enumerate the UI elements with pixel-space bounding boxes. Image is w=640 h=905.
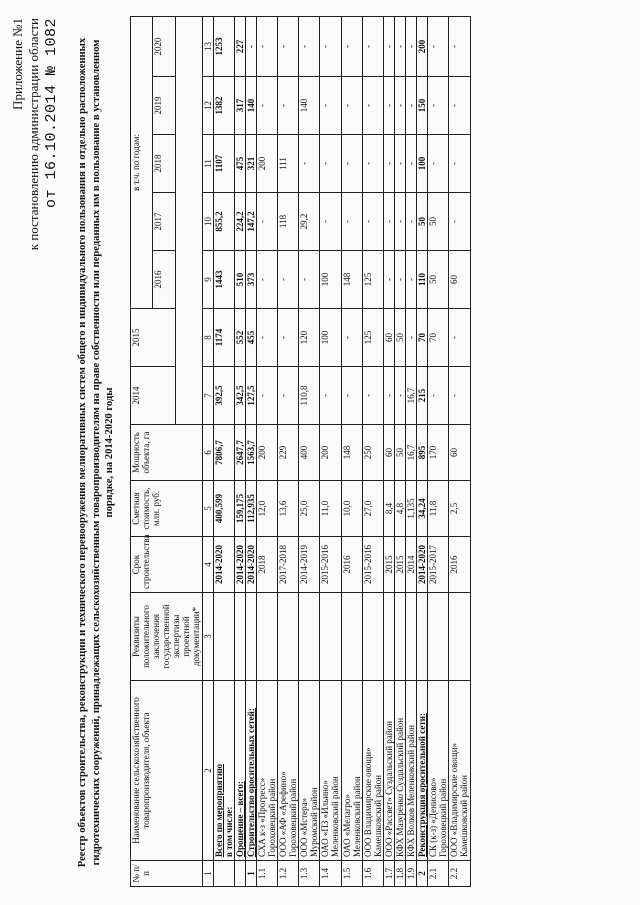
document-title: Реестр объектов строительства, реконструкции и технического перевооружения мелиоративных систем общего и индивидуального пользования и отдельно расположенных гидротехнических сооружений, принадлежащих сельскохозяйственным товаропроизводителям на праве собственности или переданных им в пользование в установленном порядке, на 2014-2020 годы	[77, 37, 116, 868]
row-year-value: 1174	[213, 309, 234, 367]
row-name-cell	[362, 681, 383, 861]
row-year-value: -	[256, 193, 277, 251]
colnum: 9	[202, 251, 213, 309]
row-year-value: 120	[299, 309, 320, 367]
row-name-cell	[341, 681, 362, 861]
table-row	[428, 16, 449, 886]
row-details	[320, 593, 341, 681]
row-year-value: 70	[417, 309, 428, 367]
header-year-2020: 2020	[153, 16, 175, 76]
row-year-value: -	[383, 251, 394, 309]
header-year-2014: 2014	[131, 367, 176, 425]
header-capacity: Мощность объекта, га	[131, 425, 203, 481]
row-name: Всего по мероприятию	[213, 763, 224, 857]
row-year-value: -	[299, 251, 320, 309]
colnum: 2	[202, 681, 213, 861]
header-year-2019: 2019	[153, 77, 175, 135]
header-name: Наименование сельскохозяйственного товаропроизводителя, объекта	[131, 681, 203, 861]
row-name: ОАО «Мелагро»	[341, 794, 352, 857]
row-year-value: -	[362, 193, 383, 251]
row-year-value: 475	[234, 135, 245, 193]
header-year-2016: 2016	[153, 251, 175, 309]
row-year-value: 127,5	[245, 367, 256, 425]
row-year-value: -	[362, 367, 383, 425]
row-name-cell	[234, 681, 245, 861]
row-name: ОАО «ПЗ «Ильино»	[320, 780, 331, 857]
header-num: № п/п	[131, 861, 203, 887]
row-year-value: -	[428, 16, 449, 76]
row-details	[362, 593, 383, 681]
row-year-value: -	[383, 135, 394, 193]
row-year-value: 70	[428, 309, 449, 367]
row-year-value: 16,7	[406, 367, 417, 425]
decree-date-number: от 16.10.2014 № 1082	[42, 18, 60, 209]
row-term: 2016	[449, 537, 470, 593]
row-name: ООО «АФ «Арефино»	[278, 771, 289, 857]
row-year-value: 215	[417, 367, 428, 425]
row-capacity: 200	[320, 425, 341, 481]
colnum: 7	[202, 367, 213, 425]
row-year-value: 140	[245, 77, 256, 135]
row-year-value: -	[383, 193, 394, 251]
table-row	[406, 16, 417, 886]
table-row	[449, 16, 470, 886]
row-subtitle: Гороховецкий район	[288, 778, 299, 857]
row-year-value: 110,8	[299, 367, 320, 425]
colnum: 8	[202, 309, 213, 367]
row-number: 1.7	[383, 861, 394, 887]
row-number: 1.6	[362, 861, 383, 887]
row-name: ООО «Владимирские овощи»	[449, 742, 460, 857]
row-year-value: -	[256, 251, 277, 309]
row-name: Орошение – всего:	[234, 781, 245, 857]
row-year-value: -	[341, 77, 362, 135]
row-year-value: -	[383, 367, 394, 425]
row-year-value: 60	[383, 309, 394, 367]
row-term: 2017-2018	[278, 537, 299, 593]
colnum: 11	[202, 135, 213, 193]
row-term: 2014	[406, 537, 417, 593]
row-capacity: 2647,7	[234, 425, 245, 481]
table-row	[417, 16, 428, 886]
row-year-value: -	[256, 367, 277, 425]
row-subtitle: Камешковский район	[459, 775, 470, 857]
row-details	[406, 593, 417, 681]
row-year-value: -	[256, 309, 277, 367]
row-number: 2.2	[449, 861, 470, 887]
table-row	[213, 16, 234, 886]
row-name-cell	[278, 681, 299, 861]
row-year-value: -	[428, 367, 449, 425]
colnum: 3	[202, 593, 213, 681]
row-year-value: 50	[428, 193, 449, 251]
row-cost: 8,4	[383, 481, 394, 537]
row-details	[394, 593, 405, 681]
row-year-value: 200	[417, 16, 428, 76]
row-details	[245, 593, 256, 681]
row-year-value: -	[278, 251, 299, 309]
row-year-value: -	[406, 135, 417, 193]
row-year-value: -	[245, 16, 256, 76]
colnum: 1	[202, 861, 213, 887]
row-year-value: 118	[278, 193, 299, 251]
row-year-value: 111	[278, 135, 299, 193]
row-year-value: 373	[245, 251, 256, 309]
row-year-value: 342,5	[234, 367, 245, 425]
row-capacity: 895	[417, 425, 428, 481]
row-number: 1.2	[278, 861, 299, 887]
appendix-block	[10, 18, 61, 250]
row-year-value: 1253	[213, 16, 234, 76]
header-details: Реквизиты положительного заключения государственной экспертизы проектной документации*	[131, 593, 203, 681]
row-capacity: 1563,7	[245, 425, 256, 481]
row-details	[428, 593, 449, 681]
row-cost: 400,599	[213, 481, 234, 537]
header-cost: Сметная стоимость, млн. руб.	[131, 481, 203, 537]
colnum: 5	[202, 481, 213, 537]
row-year-value: -	[406, 16, 417, 76]
row-name: Строительство оросительных сетей:	[245, 708, 256, 857]
row-term: 2014-2020	[417, 537, 428, 593]
register-body	[202, 16, 470, 886]
row-term: 2018	[256, 537, 277, 593]
row-name-cell	[320, 681, 341, 861]
row-name: СХА к-з «Прогресс»	[256, 777, 267, 857]
row-details	[341, 593, 362, 681]
row-cost: 4,8	[394, 481, 405, 537]
row-name: КФХ Волков Меленковский район	[406, 725, 417, 857]
row-year-value: -	[394, 193, 405, 251]
row-year-value: -	[341, 309, 362, 367]
row-year-value: 1443	[213, 251, 234, 309]
row-term: 2015-2017	[428, 537, 449, 593]
row-capacity: 250	[362, 425, 383, 481]
row-details	[383, 593, 394, 681]
header-spacer	[175, 16, 202, 424]
row-term: 2015	[394, 537, 405, 593]
row-year-value: -	[320, 367, 341, 425]
row-capacity: 148	[341, 425, 362, 481]
row-year-value: -	[406, 309, 417, 367]
row-year-value: 140	[299, 77, 320, 135]
row-year-value: -	[362, 135, 383, 193]
row-name-cell	[299, 681, 320, 861]
row-details	[417, 593, 428, 681]
row-term: 2014-2020	[245, 537, 256, 593]
header-in-total: в т.ч. по годам:	[131, 16, 153, 308]
row-year-value: -	[320, 135, 341, 193]
row-term: 2014-2019	[299, 537, 320, 593]
row-capacity: 16,7	[406, 425, 417, 481]
row-term: 2014-2020	[234, 537, 245, 593]
row-name-cell	[394, 681, 405, 861]
row-name: ООО «Рассвет» Суздальский район	[383, 721, 394, 857]
row-details	[213, 593, 234, 681]
colnum: 10	[202, 193, 213, 251]
row-details	[278, 593, 299, 681]
row-details	[234, 593, 245, 681]
row-year-value: -	[341, 135, 362, 193]
row-subtitle: Меленковский район	[351, 776, 362, 857]
row-cost: 34,24	[417, 481, 428, 537]
row-year-value: 125	[362, 251, 383, 309]
row-year-value: 100	[320, 251, 341, 309]
row-year-value: 100	[417, 135, 428, 193]
table-row	[299, 16, 320, 886]
row-name: Реконструкция оросительной сети:	[417, 713, 428, 857]
row-number: 1.9	[406, 861, 417, 887]
row-name: ООО Владимирские овощи»	[362, 747, 373, 857]
row-name: КФХ Мазуренко Суздальский район	[394, 717, 405, 857]
row-number: 1.8	[394, 861, 405, 887]
table-row	[234, 16, 245, 886]
header-year-2018: 2018	[153, 135, 175, 193]
row-year-value: 125	[362, 309, 383, 367]
row-year-value: -	[406, 251, 417, 309]
row-cost: 13,6	[278, 481, 299, 537]
row-year-value: -	[299, 135, 320, 193]
row-number: 1.1	[256, 861, 277, 887]
header-year-2017: 2017	[153, 193, 175, 251]
row-year-value: 110	[417, 251, 428, 309]
row-subtitle: Гороховецкий район	[438, 778, 449, 857]
row-capacity: 7806,7	[213, 425, 234, 481]
row-subtitle: Муромский район	[309, 787, 320, 857]
column-numbers-row	[202, 16, 213, 886]
appendix-reference: к постановлению администрации области	[26, 18, 42, 251]
row-year-value: -	[341, 193, 362, 251]
row-year-value: -	[320, 16, 341, 76]
row-year-value: -	[278, 16, 299, 76]
row-year-value: -	[394, 16, 405, 76]
row-year-value: 147,2	[245, 193, 256, 251]
row-year-value: -	[383, 16, 394, 76]
table-row	[320, 16, 341, 886]
row-name-cell	[213, 681, 234, 861]
row-year-value: -	[362, 16, 383, 76]
row-number	[234, 861, 245, 887]
row-name-cell	[245, 681, 256, 861]
header-term: Срок строительства	[131, 537, 203, 593]
row-name-cell	[406, 681, 417, 861]
row-capacity: 60	[383, 425, 394, 481]
row-number: 1.5	[341, 861, 362, 887]
row-year-value: -	[428, 77, 449, 135]
table-row	[278, 16, 299, 886]
row-year-value: -	[394, 251, 405, 309]
row-year-value: -	[428, 135, 449, 193]
row-year-value: -	[449, 16, 470, 76]
row-year-value: 552	[234, 309, 245, 367]
row-details	[256, 593, 277, 681]
row-details	[449, 593, 470, 681]
row-year-value: -	[394, 135, 405, 193]
row-year-value: -	[256, 16, 277, 76]
row-year-value: 227	[234, 16, 245, 76]
row-capacity: 60	[449, 425, 470, 481]
row-name-cell	[417, 681, 428, 861]
row-year-value: 317	[234, 77, 245, 135]
row-number: 2	[417, 861, 428, 887]
row-number	[213, 861, 234, 887]
row-year-value: -	[278, 309, 299, 367]
row-name: ООО «Мстера»	[299, 797, 310, 857]
row-year-value: 392,5	[213, 367, 234, 425]
row-cost: 25,0	[299, 481, 320, 537]
row-year-value: 100	[320, 309, 341, 367]
row-year-value: -	[449, 135, 470, 193]
row-year-value: -	[449, 193, 470, 251]
row-year-value: -	[341, 16, 362, 76]
row-year-value: -	[449, 309, 470, 367]
row-name: СК (к-з) «Денисово»	[428, 777, 439, 857]
row-cost: 11,0	[320, 481, 341, 537]
row-year-value: -	[299, 16, 320, 76]
register-table	[130, 16, 471, 887]
row-year-value: 200	[256, 135, 277, 193]
table-row	[362, 16, 383, 886]
row-year-value: 855,2	[213, 193, 234, 251]
row-cost: 159,175	[234, 481, 245, 537]
row-name-cell	[256, 681, 277, 861]
colnum: 6	[202, 425, 213, 481]
row-year-value: 321	[245, 135, 256, 193]
row-details	[299, 593, 320, 681]
row-year-value: -	[406, 77, 417, 135]
row-year-value: -	[278, 367, 299, 425]
row-term: 2015-2016	[320, 537, 341, 593]
row-cost: 12,0	[256, 481, 277, 537]
row-name-cell	[449, 681, 470, 861]
row-year-value: -	[406, 193, 417, 251]
row-subtitle: Гороховецкий район	[267, 778, 278, 857]
row-capacity: 170	[428, 425, 449, 481]
table-row	[383, 16, 394, 886]
row-subtitle: в том числе:	[223, 806, 234, 857]
row-year-value: 1107	[213, 135, 234, 193]
table-row	[256, 16, 277, 886]
row-name-cell	[383, 681, 394, 861]
row-year-value: 148	[341, 251, 362, 309]
row-cost: 10,0	[341, 481, 362, 537]
row-year-value: -	[383, 77, 394, 135]
row-name-cell	[428, 681, 449, 861]
table-row	[245, 16, 256, 886]
appendix-number: Приложение №1	[10, 18, 25, 110]
row-year-value: 50	[417, 193, 428, 251]
row-term: 2014-2020	[213, 537, 234, 593]
row-cost: 2,5	[449, 481, 470, 537]
row-year-value: 510	[234, 251, 245, 309]
row-number: 2.1	[428, 861, 449, 887]
row-cost: 112,935	[245, 481, 256, 537]
row-year-value: -	[341, 367, 362, 425]
row-term: 2015-2016	[362, 537, 383, 593]
row-year-value: -	[256, 77, 277, 135]
row-number: 1.4	[320, 861, 341, 887]
row-capacity: 400	[299, 425, 320, 481]
row-year-value: -	[449, 367, 470, 425]
row-number: 1	[245, 861, 256, 887]
row-cost: 27,0	[362, 481, 383, 537]
row-year-value: -	[320, 77, 341, 135]
row-subtitle: Камешковский район	[372, 775, 383, 857]
table-row	[394, 16, 405, 886]
row-year-value: -	[320, 193, 341, 251]
row-year-value: -	[394, 77, 405, 135]
row-year-value: 29,2	[299, 193, 320, 251]
row-year-value: 455	[245, 309, 256, 367]
row-year-value: 1382	[213, 77, 234, 135]
row-year-value: -	[394, 367, 405, 425]
row-year-value: -	[278, 77, 299, 135]
row-year-value: 50	[394, 309, 405, 367]
row-subtitle: Меленковский район	[330, 776, 341, 857]
row-year-value: -	[449, 77, 470, 135]
colnum: 13	[202, 16, 213, 76]
row-term: 2015	[383, 537, 394, 593]
row-capacity: 50	[394, 425, 405, 481]
row-capacity: 200	[256, 425, 277, 481]
table-row	[341, 16, 362, 886]
row-cost: 11,8	[428, 481, 449, 537]
row-year-value: 50	[428, 251, 449, 309]
row-year-value: 150	[417, 77, 428, 135]
row-term: 2016	[341, 537, 362, 593]
row-year-value: 60	[449, 251, 470, 309]
row-year-value: 224,2	[234, 193, 245, 251]
row-year-value: -	[362, 77, 383, 135]
colnum: 12	[202, 77, 213, 135]
row-number: 1.3	[299, 861, 320, 887]
row-capacity: 229	[278, 425, 299, 481]
header-year-2015: 2015	[131, 309, 176, 367]
row-cost: 1,135	[406, 481, 417, 537]
colnum: 4	[202, 537, 213, 593]
